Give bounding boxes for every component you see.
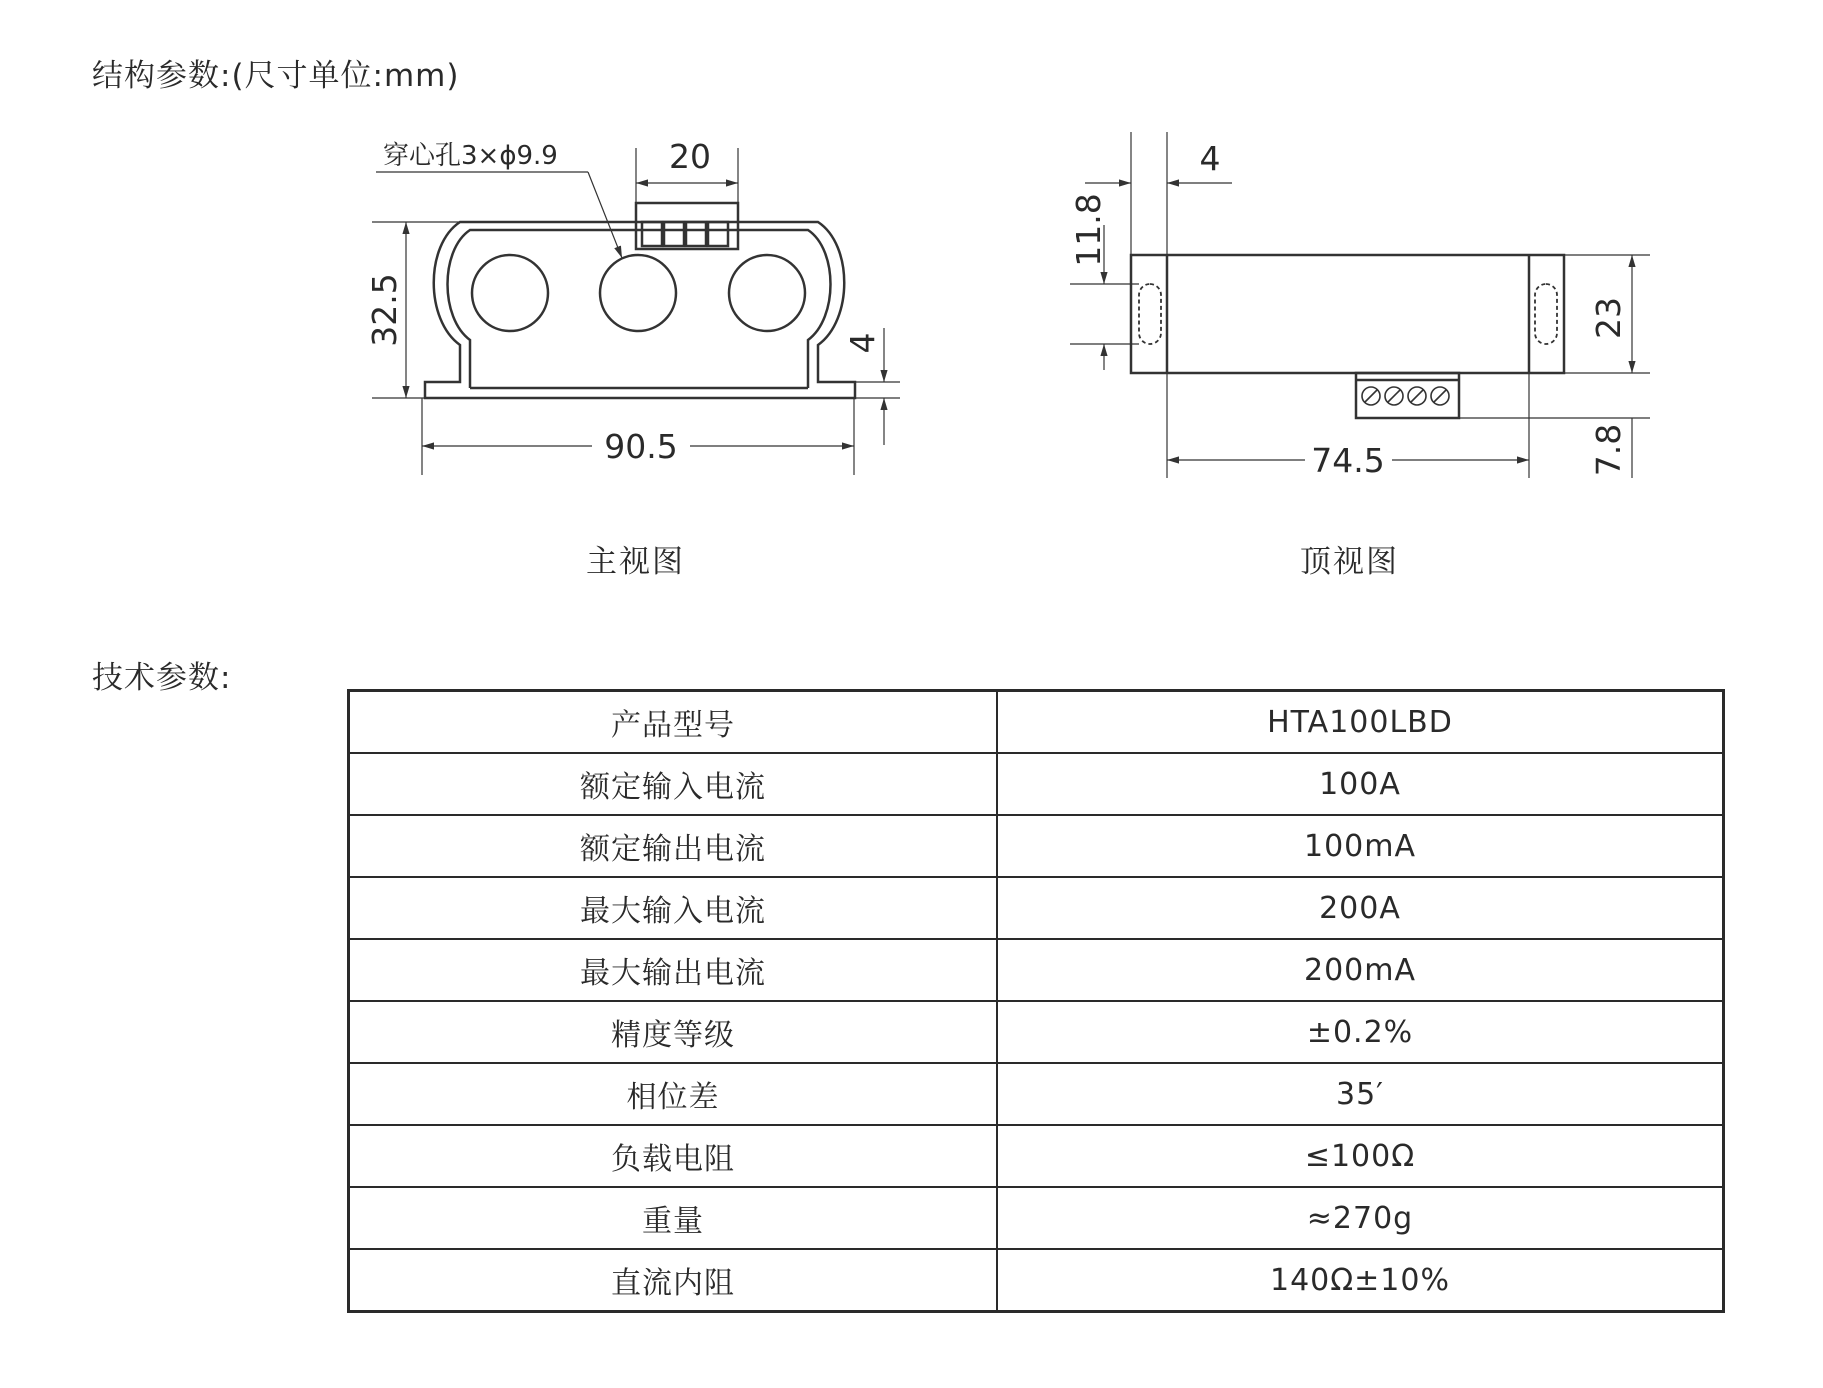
table-row <box>349 815 1724 877</box>
dim-top-offset: 4 <box>1199 139 1221 178</box>
table-row <box>349 753 1724 815</box>
left-slot <box>1139 284 1161 344</box>
spec-value: ≤100Ω <box>997 1125 1724 1187</box>
table-row <box>349 1001 1724 1063</box>
dim-front-foot: 4 <box>843 332 882 354</box>
spec-label: 重量 <box>349 1187 998 1249</box>
spec-value: ≈270g <box>997 1187 1724 1249</box>
table-row <box>349 691 1724 754</box>
spec-label: 最大输出电流 <box>349 939 998 1001</box>
spec-label: 负载电阻 <box>349 1125 998 1187</box>
dim-terminal-width: 20 <box>669 137 711 176</box>
spec-label: 额定输出电流 <box>349 815 998 877</box>
spec-value: 100mA <box>997 815 1724 877</box>
front-body-inner <box>448 230 831 388</box>
front-view-drawing <box>425 203 855 398</box>
hole-label: 穿心孔3×ϕ9.9 <box>383 141 558 171</box>
spec-value: 100A <box>997 753 1724 815</box>
technical-drawings <box>0 0 1823 620</box>
through-hole-right <box>729 255 805 331</box>
right-slot <box>1535 284 1557 344</box>
spec-value: 140Ω±10% <box>997 1249 1724 1312</box>
table-row <box>349 877 1724 939</box>
table-row <box>349 939 1724 1001</box>
spec-table <box>347 689 1725 1313</box>
spec-label: 直流内阻 <box>349 1249 998 1312</box>
dim-top-height: 23 <box>1589 297 1628 339</box>
dim-top-terminal: 7.8 <box>1589 423 1628 477</box>
spec-value: 200mA <box>997 939 1724 1001</box>
spec-value: 35′ <box>997 1063 1724 1125</box>
table-row <box>349 1249 1724 1312</box>
top-view-caption: 顶视图 <box>1300 544 1399 580</box>
spec-label: 产品型号 <box>349 691 998 754</box>
through-hole-left <box>472 255 548 331</box>
dim-top-length: 74.5 <box>1311 441 1385 480</box>
dim-front-height: 32.5 <box>365 273 404 347</box>
dim-front-width: 90.5 <box>604 427 678 466</box>
top-view-drawing <box>1131 255 1564 418</box>
spec-value: HTA100LBD <box>997 691 1724 754</box>
top-body-outline <box>1131 255 1564 373</box>
table-row <box>349 1063 1724 1125</box>
tech-heading: 技术参数: <box>92 660 232 696</box>
top-terminal-screws <box>1362 387 1449 405</box>
spec-value: ±0.2% <box>997 1001 1724 1063</box>
spec-label: 最大输入电流 <box>349 877 998 939</box>
table-row <box>349 1125 1724 1187</box>
spec-label: 额定输入电流 <box>349 753 998 815</box>
table-row <box>349 1187 1724 1249</box>
through-hole-center <box>600 255 676 331</box>
dim-top-slot: 11.8 <box>1069 193 1108 267</box>
structure-heading: 结构参数:(尺寸单位:mm) <box>92 58 460 94</box>
front-view-caption: 主视图 <box>586 544 685 580</box>
spec-value: 200A <box>997 877 1724 939</box>
spec-label: 精度等级 <box>349 1001 998 1063</box>
spec-label: 相位差 <box>349 1063 998 1125</box>
